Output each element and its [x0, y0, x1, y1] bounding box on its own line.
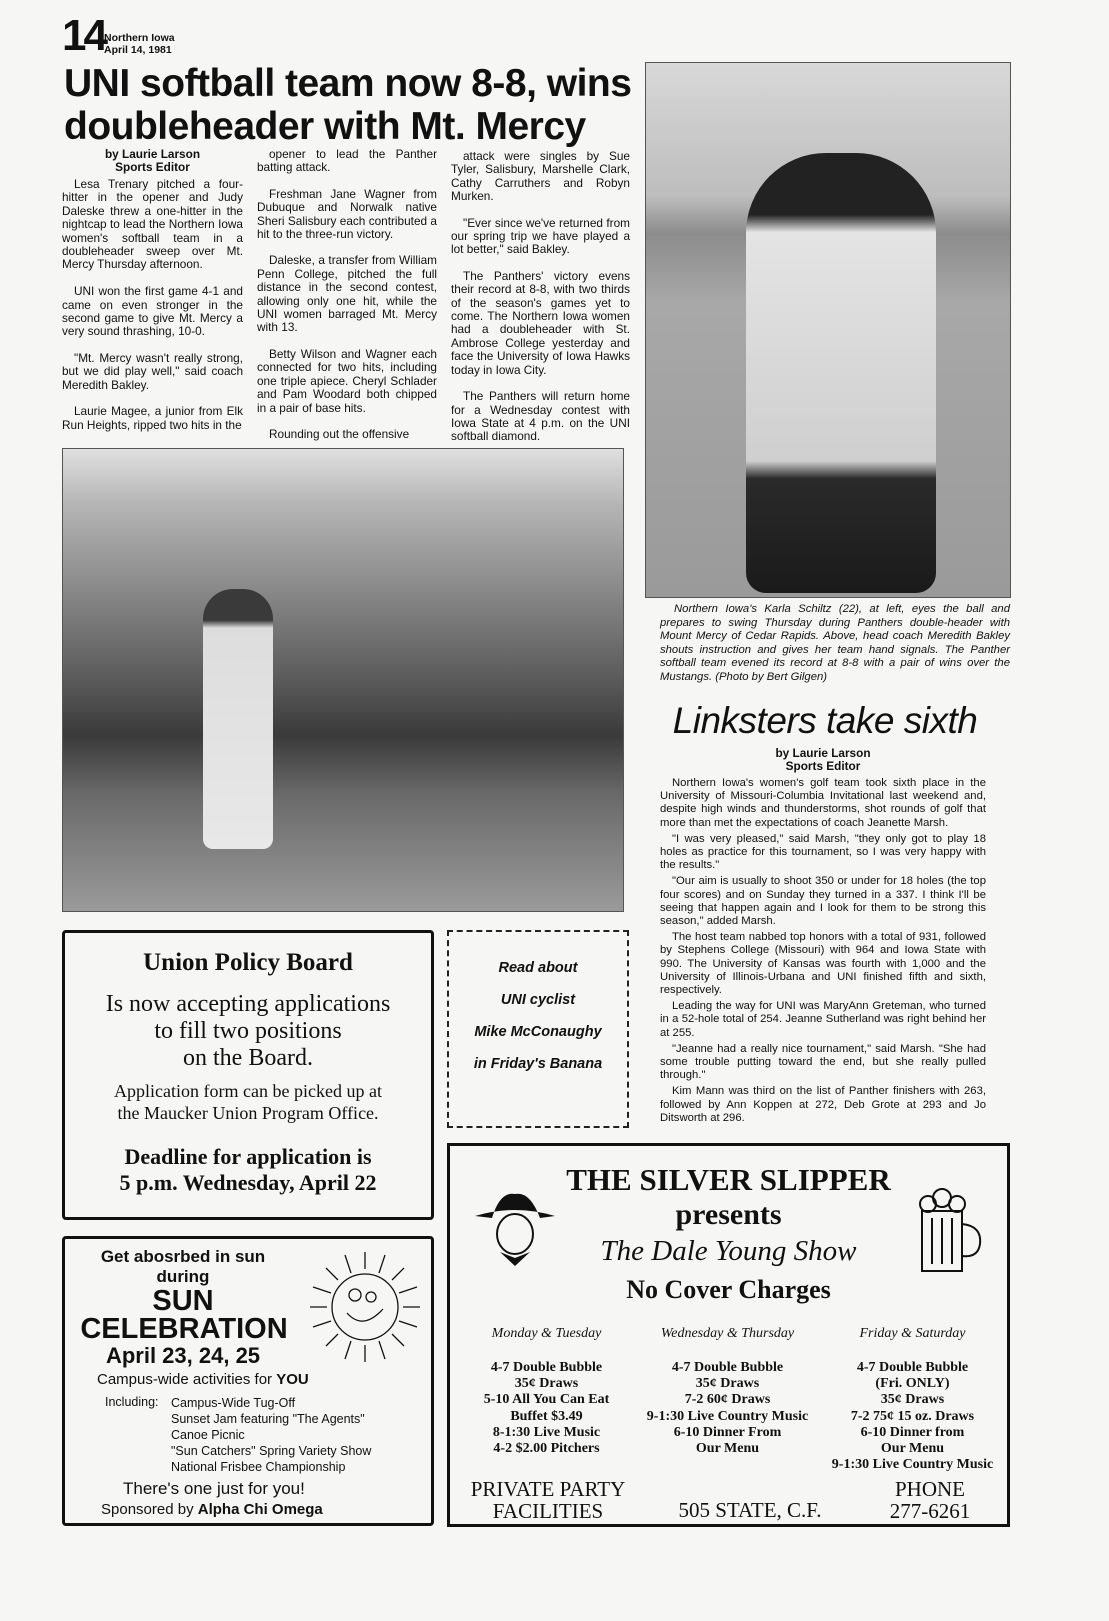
slipper-address: 505 STATE, C.F.	[678, 1498, 822, 1522]
activity-item: Sunset Jam featuring "The Agents"	[171, 1412, 365, 1426]
special-item: 7-2 60¢ Draws	[684, 1392, 771, 1408]
ad-text: Campus-wide activities for	[97, 1371, 273, 1388]
activity-item: Campus-Wide Tug-Off	[171, 1396, 296, 1410]
ad-line: during	[156, 1267, 210, 1286]
private-party	[458, 1478, 638, 1522]
ad-line: SUN	[152, 1285, 214, 1317]
silver-slipper-ad	[447, 1143, 1010, 1527]
special-item: 4-7 Double Bubble	[490, 1360, 603, 1375]
sun-ad-tagline: There's one just for you!	[123, 1479, 305, 1498]
activity-item: National Frisbee Championship	[171, 1460, 346, 1474]
paragraph: attack were singles by Sue Tyler, Salisbury, Marshelle Clark, Cathy Carruthers and Robyn Murken.	[451, 149, 630, 204]
special-item: 6-10 Dinner from	[860, 1424, 965, 1440]
sun-ad-sponsor	[101, 1501, 323, 1518]
ad-line: Application form can be picked up at	[114, 1081, 382, 1101]
ad-line: the Maucker Union Program Office.	[117, 1103, 379, 1123]
special-item: 35¢ Draws	[880, 1392, 945, 1408]
ad-body	[65, 991, 431, 1072]
special-item: 6-10 Dinner From	[673, 1424, 782, 1440]
softball-column-1	[62, 148, 243, 445]
activity-item: "Sun Catchers" Spring Variety Show	[171, 1444, 372, 1458]
paragraph: Northern Iowa's women's golf team took sixth place in the University of Missouri-Columbia Invitational last weekend and, despite high winds and thunderstorms, shot rounds of golf that more than met the expectations of coach Jeanette Marsh.	[660, 777, 986, 829]
ad-line: on the Board.	[183, 1045, 313, 1071]
byline	[62, 148, 243, 174]
sun-ad-including: Including:	[105, 1395, 159, 1409]
ad-title: Union Policy Board	[143, 949, 353, 976]
schedule-friday-saturday	[820, 1326, 1005, 1473]
coach-photo	[645, 62, 1011, 598]
ad-text: Sponsored by	[101, 1501, 194, 1518]
byline-name: by Laurie Larson	[104, 147, 201, 161]
paragraph: The host team nabbed top honors with a total of 931, followed by Stephens College (Missouri) with 964 and Iowa State with 990. The University of Kansas was fourth with 1,000 and the University of Illinois-Urbana and UNI finished fifth and sixth, respectively.	[660, 931, 986, 997]
ad-line: Deadline for application is	[124, 1144, 372, 1169]
paragraph: "Jeanne had a really nice tournament," said Marsh. "She had some trouble putting toward the end, but she really pulled through."	[660, 1042, 986, 1082]
paragraph: "Our aim is usually to shoot 350 or under for 18 holes (the top four scores) and on Sunday they turned in a 337. I think I'll be seeing that happen again and I look for them to be strong this season," added Marsh.	[660, 875, 986, 928]
sun-celebration-ad	[62, 1236, 434, 1526]
byline-title: Sports Editor	[115, 160, 190, 174]
schedule-monday-tuesday	[454, 1326, 639, 1457]
paragraph: Daleske, a transfer from William Penn College, pitched the full distance in the second contest, allowing only one hit, while the UNI women barraged Mt. Mercy with 13.	[257, 253, 437, 335]
slipper-cover: No Cover Charges	[626, 1275, 831, 1304]
paragraph: The Panthers will return home for a Wednesday contest with Iowa State at 4 p.m. on the UNI softball diamond.	[451, 389, 630, 444]
paragraph: Betty Wilson and Wagner each connected for two hits, including one triple apiece. Cheryl Schlader and Pam Woodard both chipped in a pair of base hits.	[257, 346, 437, 415]
special-item: (Fri. ONLY)	[875, 1376, 950, 1392]
slipper-title: THE SILVER SLIPPER	[566, 1162, 891, 1197]
paragraph: Leading the way for UNI was MaryAnn Greteman, who turned in a 52-hole total of 254. Jeanne Sutherland was right behind her at 255.	[660, 1000, 986, 1039]
notice-line: Read about	[498, 960, 578, 976]
batter-photo	[62, 448, 624, 912]
special-item: Our Menu	[880, 1441, 945, 1457]
sun-ad-campus	[97, 1371, 309, 1388]
ad-emphasis: YOU	[276, 1371, 309, 1388]
paragraph: Kim Mann was third on the list of Panther finishers with 263, followed by Ann Koppen at 272, Deb Grote at 293 and Jo Ditsworth at 296.	[660, 1085, 986, 1124]
special-item: 9-1:30 Live Country Music	[646, 1408, 809, 1424]
notice-line: UNI cyclist	[500, 992, 576, 1008]
slipper-phone	[860, 1478, 1000, 1522]
masthead	[104, 32, 175, 56]
slipper-presents: presents	[675, 1198, 782, 1231]
byline-name: by Laurie Larson	[775, 746, 871, 760]
phone-label: PHONE	[894, 1477, 965, 1501]
ad-form-info	[65, 1080, 431, 1124]
paper-name: Northern Iowa	[104, 32, 175, 44]
activity-item: Canoe Picnic	[171, 1428, 245, 1442]
special-item: 35¢ Draws	[695, 1376, 760, 1392]
special-item: Buffet $3.49	[510, 1408, 583, 1424]
schedule-wednesday-thursday	[635, 1326, 820, 1457]
paragraph: "Ever since we've returned from our spring trip we have played a lot better," said Bakley.	[451, 215, 630, 257]
paragraph: Rounding out the offensive	[269, 426, 410, 441]
sun-ad-activity-list	[171, 1395, 371, 1475]
sponsor-name: Alpha Chi Omega	[197, 1501, 323, 1518]
paragraph: "I was very pleased," said Marsh, "they only got to play 18 holes as practice for this tournament, so I was very happy with the results."	[660, 832, 986, 872]
sun-ad-dates: April 23, 24, 25	[105, 1343, 261, 1368]
byline	[660, 747, 986, 773]
ad-line: Get abosrbed in sun	[100, 1247, 266, 1266]
paragraph: Freshman Jane Wagner from Dubuque and Norwalk native Sheri Salisbury each contributed a hit to the three-run victory.	[257, 186, 437, 242]
phone-number: 277-6261	[889, 1499, 971, 1523]
golf-headline: Linksters take sixth	[672, 700, 978, 741]
page-number: 14	[62, 11, 105, 60]
byline-title: Sports Editor	[785, 759, 861, 773]
issue-date: April 14, 1981	[104, 44, 172, 56]
day-heading: Wednesday & Thursday	[660, 1326, 795, 1341]
ad-line: PRIVATE PARTY	[470, 1477, 626, 1501]
special-item: 4-7 Double Bubble	[671, 1360, 784, 1375]
day-heading: Friday & Saturday	[859, 1326, 966, 1341]
ad-deadline	[65, 1144, 431, 1196]
paragraph: opener to lead the Panther batting attack.	[257, 147, 437, 175]
slipper-show: The Dale Young Show	[600, 1235, 857, 1267]
special-item: Our Menu	[695, 1441, 760, 1457]
paragraph: Laurie Magee, a junior from Elk Run Heights, ripped two hits in the	[62, 404, 243, 432]
paragraph: Lesa Trenary pitched a four-hitter in the opener and Judy Daleske threw a one-hitter in the nightcap to lead the Northern Iowa women's softball team in a doubleheader sweep over Mt. Mercy Thursday afternoon.	[62, 177, 243, 272]
softball-column-3	[451, 150, 630, 457]
beer-mug-icon	[910, 1186, 990, 1276]
read-about-notice	[447, 930, 629, 1128]
notice-line: Mike McConaughy	[474, 1024, 602, 1040]
paragraph: "Mt. Mercy wasn't really strong, but we did play well," said coach Meredith Bakley.	[62, 350, 243, 392]
sun-icon	[305, 1247, 425, 1367]
special-item: 9-1:30 Live Country Music	[831, 1457, 994, 1473]
notice-line: in Friday's Banana	[473, 1056, 603, 1072]
special-item: 7-2 75¢ 15 oz. Draws	[850, 1408, 975, 1424]
ad-line: 5 p.m. Wednesday, April 22	[119, 1170, 377, 1195]
day-heading: Monday & Tuesday	[491, 1326, 602, 1341]
softball-column-2	[257, 148, 437, 454]
special-item: 35¢ Draws	[514, 1376, 579, 1392]
paragraph: The Panthers' victory evens their record at 8-8, with two thirds of the season's games yet to come. The Northern Iowa women had a doubleheader with St. Ambrose College yesterday and face the University of Iowa Hawks today in Iowa City.	[451, 268, 630, 377]
special-item: 5-10 All You Can Eat	[483, 1392, 610, 1408]
photo-caption: Northern Iowa's Karla Schiltz (22), at left, eyes the ball and prepares to swing Thursday during Panthers double-header with Mount Mercy of Cedar Rapids. Above, head coach Meredith Bakley shouts instruction and gives her team hand signals. The Panther softball team evened its record at 8-8 with a pair of wins over the Mustangs. (Photo by Bert Gilgen)	[660, 603, 1010, 683]
ad-line: FACILITIES	[492, 1499, 604, 1523]
sun-ad-heading	[73, 1247, 293, 1369]
golf-article	[660, 747, 986, 1128]
ad-line: to fill two positions	[154, 1018, 342, 1044]
special-item: 4-7 Double Bubble	[856, 1360, 969, 1375]
union-policy-board-ad	[62, 930, 434, 1220]
paragraph: UNI won the first game 4-1 and came on even stronger in the second game to give Mt. Mercy a very sound thrashing, 10-0.	[62, 284, 243, 339]
special-item: 4-2 $2.00 Pitchers	[493, 1441, 600, 1457]
softball-headline: UNI softball team now 8-8, wins doubleheader with Mt. Mercy	[64, 62, 632, 148]
cowboy-icon	[470, 1186, 560, 1276]
special-item: 8-1:30 Live Music	[492, 1424, 601, 1440]
ad-line: CELEBRATION	[80, 1313, 288, 1345]
ad-line: Is now accepting applications	[105, 991, 391, 1017]
